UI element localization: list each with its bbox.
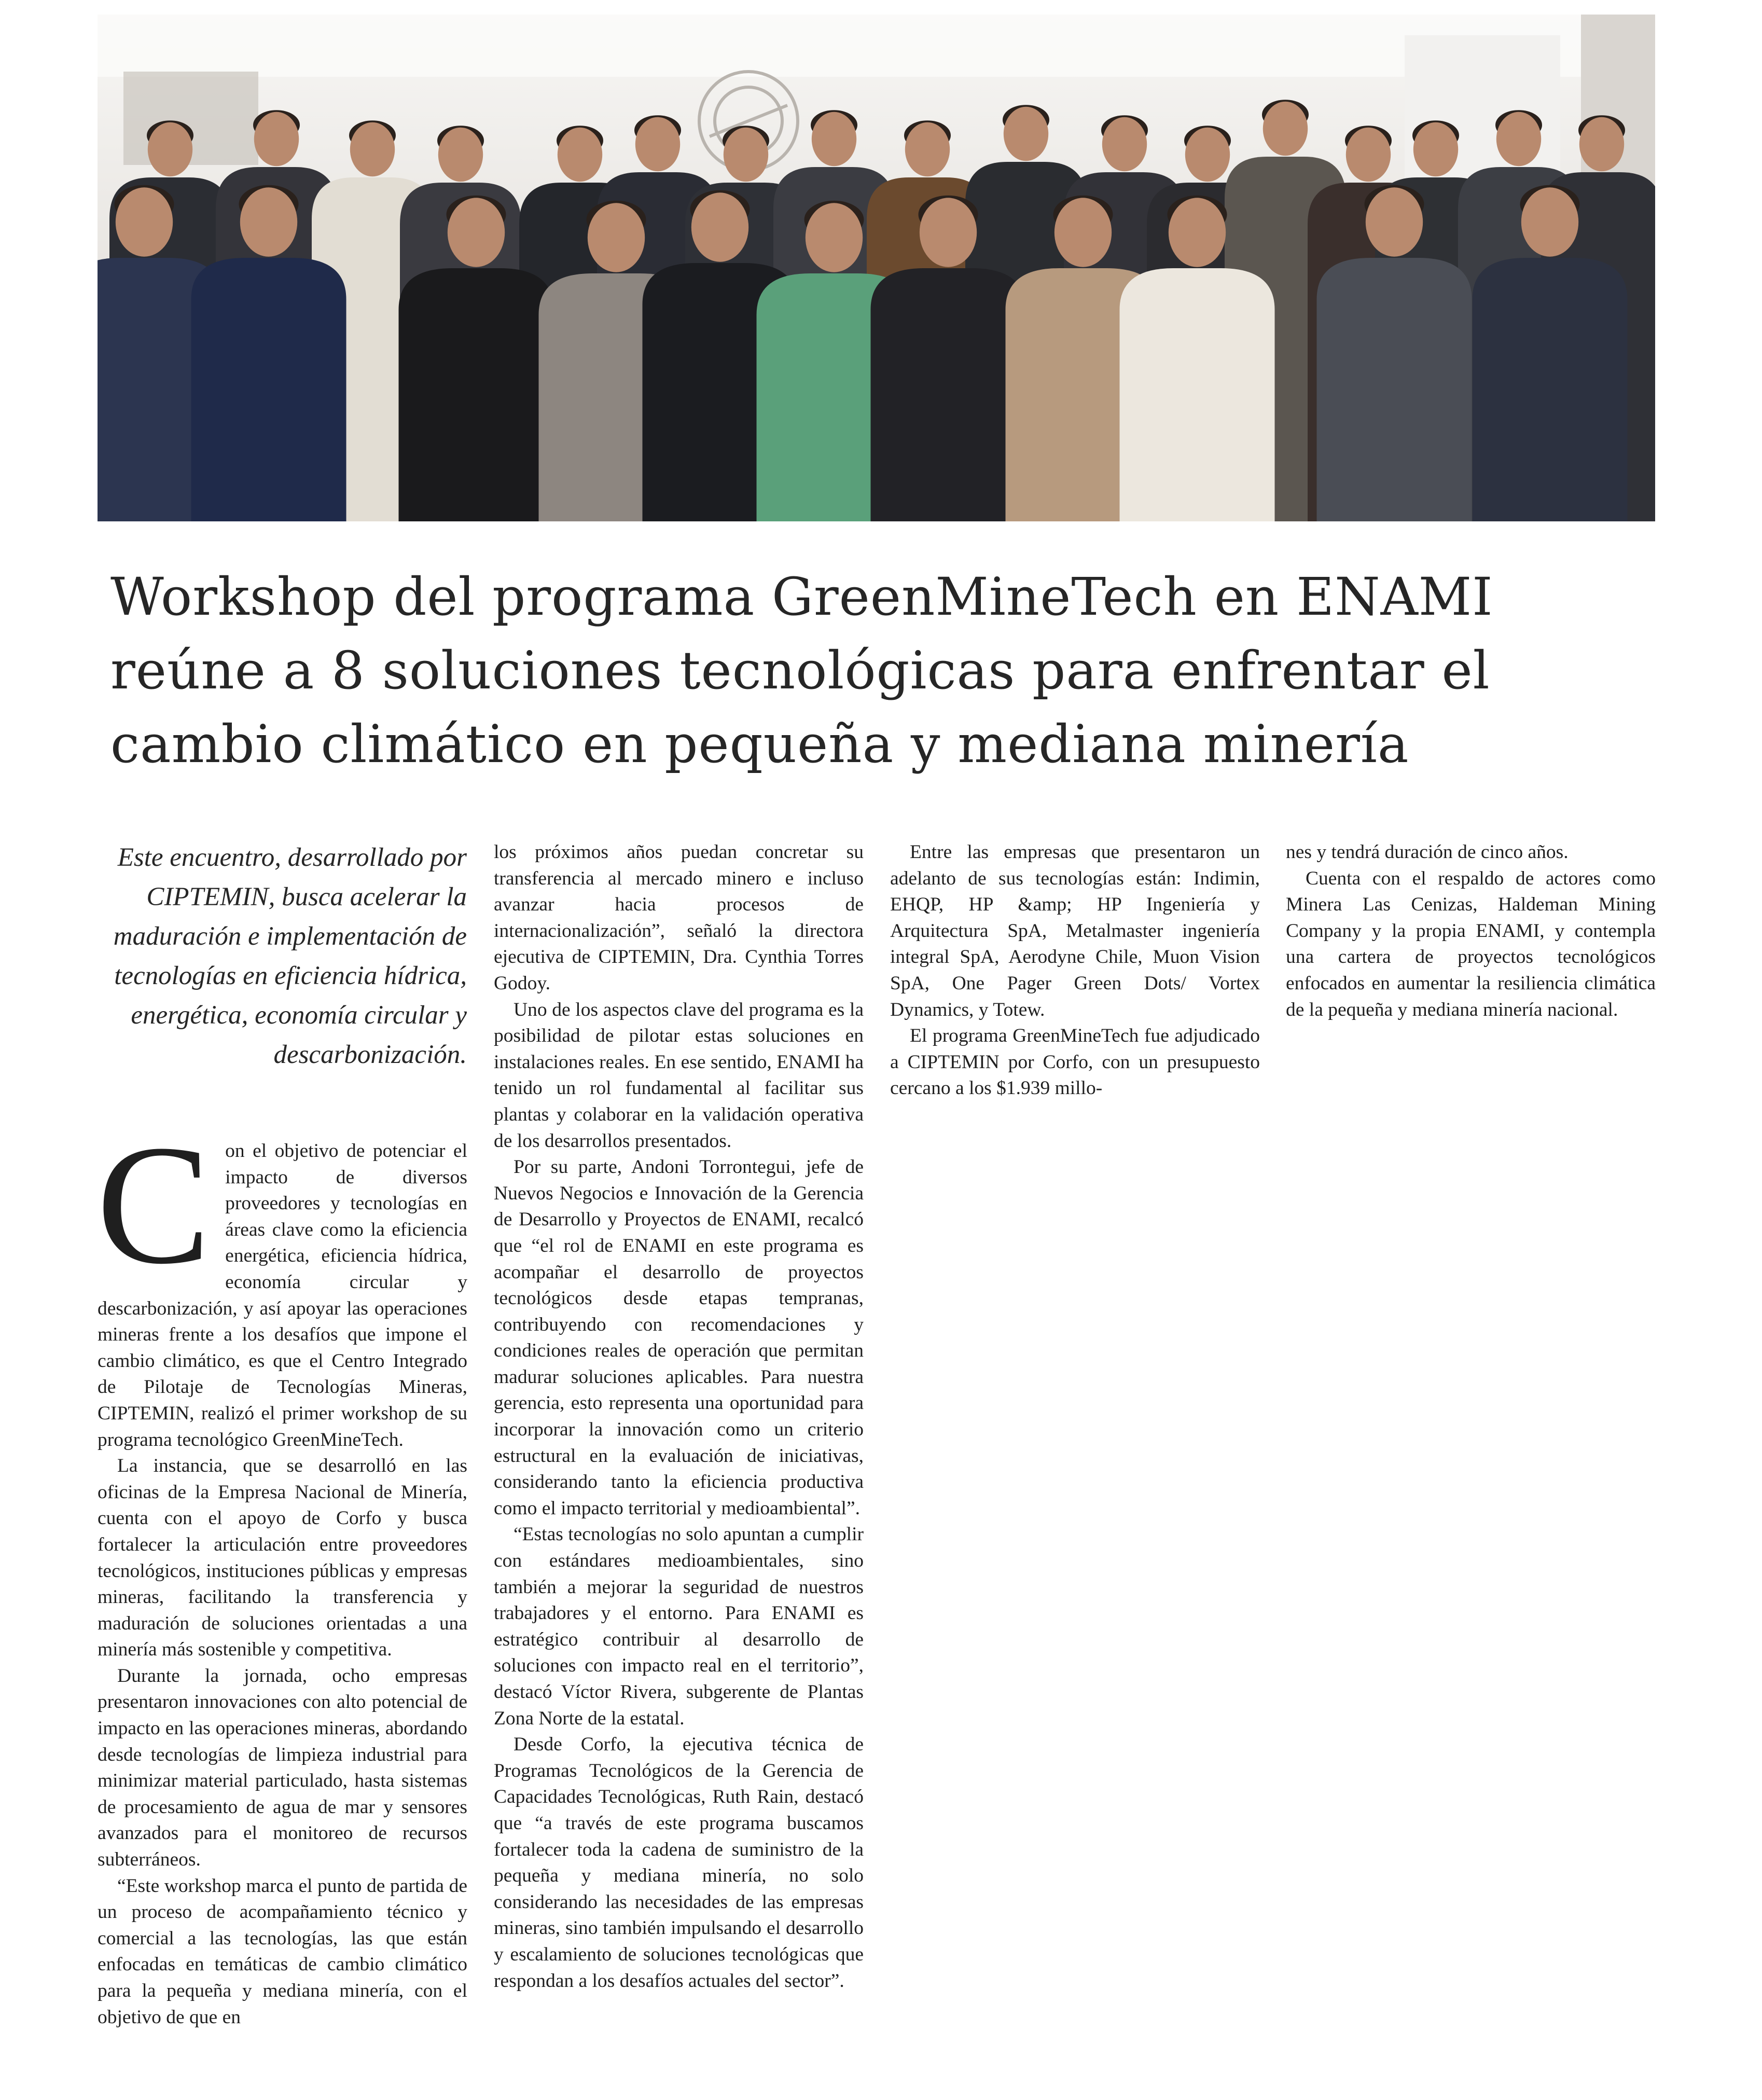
- article-paragraph: “Este workshop marca el punto de partida de un proceso de acompañamiento técnico y comercial a las tecnologías, las que están enfocadas en temáticas de cambio climático para la pequeña y mediana minería, con el objetivo de que en: [98, 1875, 467, 2028]
- article-paragraph: La instancia, que se desarrolló en las oficinas de la Empresa Nacional de Minería, cuenta con el apoyo de Corfo y busca fortalecer la articulación entre proveedores tecnológicos, instituciones públicas y empresas mineras, facilitando la transferencia y maduración de soluciones orientadas a una minería más sostenible y competitiva.: [98, 1455, 467, 1661]
- article-paragraph: Durante la jornada, ocho empresas presentaron innovaciones con alto potencial de impacto en las operaciones mineras, abordando desde tecnologías de limpieza industrial para minimizar material particulado, hasta sistemas de procesamiento de agua de mar y sensores avanzados para el monitoreo de recursos subterráneos.: [98, 1665, 467, 1871]
- article-column-2: [494, 839, 864, 1994]
- article-paragraph: nes y tendrá duración de cinco años.: [1286, 841, 1569, 863]
- article-column-1: [96, 1110, 467, 2030]
- article-column-3: [890, 839, 1260, 1102]
- article-deck: Este encuentro, desarrollado por CIPTEMIN, busca acelerar la maduración e implementación de tecnologías en eficiencia hídrica, energética, economía circular y descarbonización.: [113, 843, 467, 1069]
- article-paragraph: Por su parte, Andoni Torrontegui, jefe de Nuevos Negocios e Innovación de la Gerencia de Desarrollo y Proyectos de ENAMI, recalcó que “el rol de ENAMI en este programa es acompañar el desarrollo de proyectos tecnológicos desde etapas tempranas, contribuyendo con recomendaciones y condiciones reales de operación que permitan madurar soluciones aplicables. Para nuestra gerencia, esto representa una oportunidad para incorporar la innovación como un criterio estructural en la evaluación de iniciativas, considerando tanto la eficiencia productiva como el impacto territorial y medioambiental”.: [494, 1156, 864, 1519]
- article-paragraph: Desde Corfo, la ejecutiva técnica de Programas Tecnológicos de la Gerencia de Capacidades Tecnológicas, Ruth Rain, destacó que “a través de este programa buscamos fortalecer toda la cadena de suministro de la pequeña y mediana minería, no solo considerando las necesidades de las empresas mineras, sino también impulsando el desarrollo y escalamiento de soluciones tecnológicas que respondan a los desafíos actuales del sector”.: [494, 1734, 864, 1992]
- article-paragraph: los próximos años puedan concretar su transferencia al mercado minero e incluso avanzar hacia procesos de internacionalización”, señaló la directora ejecutiva de CIPTEMIN, Dra. Cynthia Torres Godoy.: [494, 841, 864, 994]
- article-paragraph: “Estas tecnologías no solo apuntan a cumplir con estándares medioambientales, sino también a mejorar la seguridad de nuestros trabajadores y el entorno. Para ENAMI es estratégico contribuir al desarrollo de soluciones con impacto real en el territorio”, destacó Víctor Rivera, subgerente de Plantas Zona Norte de la estatal.: [494, 1524, 864, 1729]
- article-paragraph: Cuenta con el respaldo de actores como Minera Las Cenizas, Haldeman Mining Company y la propia ENAMI, y contempla una cartera de proyectos tecnológicos enfocados en aumentar la resiliencia climática de la pequeña y mediana minería nacional.: [1286, 867, 1656, 1020]
- article-headline: Workshop del programa GreenMineTech en ENAMI reúne a 8 soluciones tecnológicas para enfrentar el cambio climático en pequeña y mediana minería: [110, 567, 1493, 775]
- article-paragraph: Con el objetivo de potenciar el impacto de diversos proveedores y tecnologías en áreas clave como la eficiencia energética, eficiencia hídrica, economía circular y descarbonización, y así apoyar las operaciones mineras frente a los desafíos que impone el cambio climático, es que el Centro Integrado de Pilotaje de Tecnologías Mineras, CIPTEMIN, realizó el primer workshop de su programa tecnológico GreenMineTech.: [96, 1110, 467, 1450]
- article-column-4: [1286, 839, 1656, 1023]
- article-paragraph: Entre las empresas que presentaron un adelanto de sus tecnologías están: Indimin, EHQP, HP &amp; HP Ingeniería y Arquitectura SpA, Metalmaster ingeniería integral SpA, Aerodyne Chile, Muon Vision SpA, One Pager Green Dots/ Vortex Dynamics, y Totew.: [890, 841, 1260, 1020]
- article-paragraph: Uno de los aspectos clave del programa es la posibilidad de pilotar estas soluciones en instalaciones reales. En ese sentido, ENAMI ha tenido un rol fundamental al facilitar sus plantas y colaborar en la validación operativa de los desarrollos presentados.: [494, 999, 864, 1152]
- drop-cap: C: [96, 1110, 211, 1300]
- article-paragraph: El programa GreenMineTech fue adjudicado a CIPTEMIN por Corfo, con un presupuesto cercano a los $1.939 millo-: [890, 1025, 1260, 1099]
- group-photo: [98, 15, 1655, 521]
